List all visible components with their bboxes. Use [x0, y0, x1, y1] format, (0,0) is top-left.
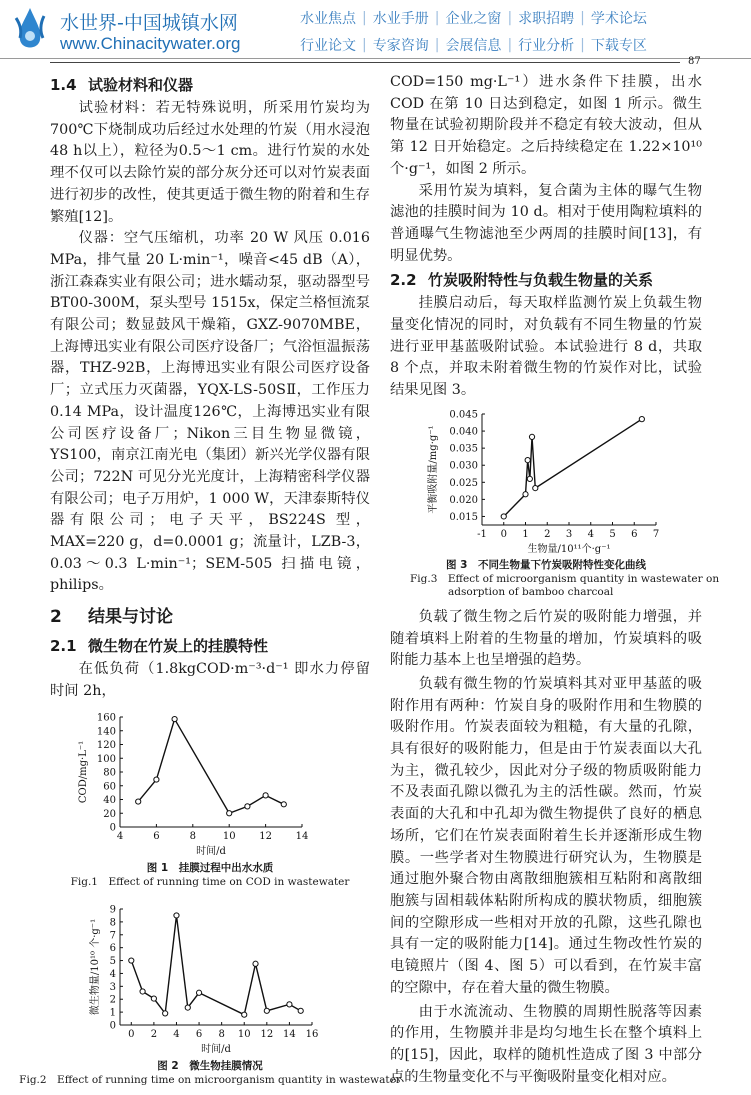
data-point	[227, 810, 232, 815]
y-tick-label: 0.025	[449, 477, 478, 489]
x-tick-label: 3	[565, 528, 573, 540]
data-point	[281, 801, 286, 806]
series-line	[138, 719, 284, 813]
figure-2-caption-cn: 图 2 微生物挂膜情况	[157, 1059, 263, 1072]
site-name: 水世界-中国城镇水网	[60, 12, 238, 34]
paragraph: 负载有微生物的竹炭填料其对亚甲基蓝的吸附作用有两种：竹炭自身的吸附作用和生物膜的吸附作用。竹炭表面较为粗糙，有大量的孔隙，具有很好的吸附能力，但是由于竹炭表面以大孔为主，微孔较少，因此对分子级的物质吸附能力不及表面孔隙以微孔为主的活性碳。然而，竹炭表面的大孔和中孔却为微生物提供了良好的栖息场所，它们在竹炭表面附着生长并逐渐形成生物膜。一些学者对生物膜进行研究认为，生物膜是通过胞外聚合物由离散细胞簇相互粘附和离散细胞簇与固相载体粘附所构成的膜状物质，细胞簇间的空隙形成一些相对开放的孔隙，这些孔隙也具有一定的吸附能力[14]。通过生物改性竹炭的电镜照片（图 4、图 5）可以看到，在竹炭丰富的空隙中，存在着大量的微生物膜。	[390, 675, 702, 996]
nav-row-1	[300, 8, 740, 28]
data-point	[523, 492, 528, 497]
x-axis-label: 时间/d	[196, 845, 226, 857]
x-tick-label: 6	[195, 1028, 203, 1040]
section-1-4-heading: 1.4 试验材料和仪器	[50, 76, 194, 94]
nav-link[interactable]: 会展信息	[445, 38, 502, 54]
x-tick-label: 7	[652, 528, 660, 540]
y-tick-label: 0.040	[449, 426, 478, 438]
y-tick-label: 100	[96, 753, 116, 765]
y-tick-label: 9	[109, 904, 116, 916]
data-point	[242, 1012, 247, 1017]
x-tick-label: 4	[173, 1028, 180, 1040]
figure-1-caption-cn: 图 1 挂膜过程中出水水质	[146, 861, 274, 874]
figure-3-caption-cn: 图 3 不同生物量下竹炭吸附特性变化曲线	[446, 558, 646, 571]
paragraph: 挂膜启动后，每天取样监测竹炭上负载生物量变化情况的同时，对负载有不同生物量的竹炭进行亚甲基蓝吸附试验。本试验进行 8 d，共取 8 个点，并取未附着微生物的竹炭作对比，试验结果见图 3。	[390, 295, 702, 399]
y-tick-label: 4	[109, 968, 116, 980]
figure-3-caption-en: Fig.3 Effect of microorganism quantity in wastewater on	[410, 572, 720, 585]
data-point	[253, 961, 258, 966]
nav-link[interactable]: 行业论文	[300, 38, 356, 54]
nav-separator: |	[507, 10, 513, 26]
site-banner	[0, 0, 751, 59]
y-axis-label: 平衡吸附量/mg·g⁻¹	[428, 425, 439, 514]
nav-separator: |	[580, 37, 585, 53]
right-text-bottom	[390, 607, 702, 1088]
y-tick-label: 60	[103, 780, 116, 792]
paragraph: 在低负荷（1.8kgCOD·m⁻³·d⁻¹ 即水力停留时间 2h，	[50, 661, 370, 699]
data-point	[196, 990, 201, 995]
y-tick-label: 0.035	[449, 443, 478, 455]
x-tick-label: 2	[150, 1028, 158, 1040]
y-tick-label: 0	[109, 1020, 116, 1032]
paragraph: 仪器：空气压缩机，功率 20 W 风压 0.016 MPa，排气量 20 L·min⁻¹，噪音<45 dB（A），浙江森森实业有限公司；进水蠕动泵，驱动器型号 BT00-300M，泵头型号 1515x，保定兰格恒流泵有限公司；数显鼓风干燥箱，GXZ-9070MBE，上海博迅实业有限公司医疗设备厂；气浴恒温振荡器，THZ-92B，上海博迅实业有限公司医疗设备厂；立式压力灭菌器，YQX-LS-50SⅡ，工作压力 0.14 MPa，设计温度126℃，上海博迅实业有限公司医疗设备厂；Nikon三目生物显微镜，YS100，南京江南光电（集团）新兴光学仪器有限公司；722N 可见分光光度计，上海精密科学仪器有限公司；电子万用炉，1 000 W，天津泰斯特仪器有限公司；电子天平，BS224S 型，MAX=220 g，d=0.0001 g；流量计，LZB-3，0.03～0.3 L·min⁻¹；SEM-505 扫描电镜，philips。	[50, 230, 370, 594]
running-head-rule	[50, 62, 680, 63]
data-point	[639, 416, 644, 421]
data-point	[172, 716, 177, 721]
nav-link[interactable]: 企业之窗	[445, 11, 502, 27]
y-tick-label: 7	[109, 929, 116, 941]
x-tick-label: 1	[522, 528, 529, 540]
data-point	[151, 996, 156, 1001]
x-tick-label: 6	[631, 528, 638, 540]
nav-separator: |	[434, 10, 440, 26]
y-tick-label: 140	[96, 725, 116, 737]
figure-2	[19, 903, 401, 1087]
data-point	[527, 476, 532, 481]
figure-3	[390, 408, 720, 599]
right-text-mid	[390, 293, 702, 402]
y-axis-label: COD/mg·L⁻¹	[78, 740, 89, 803]
x-tick-label: 0	[500, 528, 507, 540]
x-tick-label: 10	[237, 1028, 251, 1040]
x-tick-label: 0	[128, 1028, 135, 1040]
data-point	[154, 777, 159, 782]
y-axis-label: 微生物量/10¹⁰ 个·g⁻¹	[90, 918, 101, 1015]
x-tick-label: 4	[116, 830, 124, 842]
data-point	[287, 1001, 292, 1006]
section-2-1-heading: 2.1 微生物在竹炭上的挂膜特性	[50, 637, 269, 656]
y-tick-label: 160	[96, 712, 116, 724]
y-tick-label: 2	[109, 994, 116, 1006]
x-tick-label: 5	[609, 528, 616, 540]
nav-row-2	[300, 35, 740, 55]
y-tick-label: 8	[109, 916, 116, 928]
right-column	[390, 72, 720, 1088]
data-point	[245, 803, 250, 808]
left-column	[19, 72, 401, 1095]
data-point	[163, 1010, 168, 1015]
x-tick-label: 16	[305, 1028, 319, 1040]
data-point	[136, 799, 141, 804]
figure-2-caption-en: Fig.2 Effect of running time on microorganism quantity in wastewater	[19, 1073, 401, 1086]
nav-link[interactable]: 专家咨询	[372, 38, 429, 54]
data-point	[298, 1008, 303, 1013]
paragraph: 由于水流流动、生物膜的周期性脱落等因素的作用，生物膜并非是均匀地生长在整个填料上的[15]，因此，取样的随机性造成了图 3 中部分点的生物量变化不与平衡吸附量变化相对应。	[390, 1003, 702, 1085]
data-point	[264, 1008, 269, 1013]
data-point	[129, 958, 134, 963]
series-line	[504, 419, 642, 516]
left-text-bottom	[50, 659, 370, 702]
site-logo[interactable]	[10, 4, 50, 54]
x-axis-label: 时间/d	[201, 1043, 231, 1055]
y-tick-label: 0.015	[449, 511, 478, 523]
y-tick-label: 0.045	[449, 409, 478, 421]
y-tick-label: 120	[96, 739, 116, 751]
paragraph: COD=150 mg·L⁻¹）进水条件下挂膜，出水 COD 在第 10 日达到稳定，如图 1 所示。微生物量在试验初期阶段并不稳定有较大波动，但从第 12 日开始稳定。之后持续稳定在 1.22×10¹⁰ 个·g⁻¹，如图 2 所示。	[390, 74, 702, 177]
data-point	[174, 912, 179, 917]
nav-link[interactable]: 求职招聘	[518, 11, 575, 27]
nav-link[interactable]: 水业焦点	[300, 11, 356, 27]
data-point	[185, 1005, 190, 1010]
nav-link[interactable]: 行业分析	[518, 38, 575, 54]
y-tick-label: 1	[109, 1007, 116, 1019]
x-tick-label: 14	[283, 1028, 296, 1040]
data-point	[533, 485, 538, 490]
y-tick-label: 0.030	[449, 460, 478, 472]
x-tick-label: 14	[295, 830, 309, 842]
nav-separator: |	[507, 37, 513, 53]
y-tick-label: 3	[109, 981, 116, 993]
section-2-2-heading: 2.2 竹炭吸附特性与负载生物量的关系	[390, 271, 654, 290]
y-tick-label: 6	[109, 942, 116, 954]
y-tick-label: 40	[103, 794, 116, 806]
data-point	[263, 792, 268, 797]
figure-1-chart	[50, 709, 370, 861]
paragraph: 试验材料：若无特殊说明，所采用竹炭均为700℃下烧制成功后经过水处理的竹炭（用水浸泡48 h以上），粒径为0.5～1 cm。进行竹炭的水处理不仅可以去除竹炭的部分灰分还可以对竹炭表面进行初步的改性，使其更适于微生物的附着和生存繁殖[12]。	[50, 100, 370, 225]
x-tick-label: 2	[544, 528, 551, 540]
figure-3-chart	[390, 408, 702, 558]
data-point	[529, 434, 534, 439]
y-tick-label: 0.020	[449, 494, 478, 506]
nav-separator: |	[362, 37, 367, 53]
data-point	[525, 457, 530, 462]
paragraph: 采用竹炭为填料，复合菌为主体的曝气生物滤池的挂膜时间为 10 d。相对于使用陶粒填料的普通曝气生物滤池至少两周的挂膜时间[13]，有明显优势。	[390, 182, 702, 264]
nav-separator: |	[362, 10, 367, 26]
x-tick-label: 12	[260, 1028, 274, 1040]
y-tick-label: 0	[109, 822, 116, 834]
nav-link[interactable]: 学术论坛	[590, 11, 647, 27]
y-tick-label: 80	[103, 767, 116, 779]
paragraph: 负载了微生物之后竹炭的吸附能力增强，并随着填料上附着的生物量的增加，竹炭填料的吸附能力基本上也呈增强的趋势。	[390, 608, 702, 669]
left-text-top	[50, 98, 370, 597]
figure-1	[50, 709, 370, 889]
y-tick-label: 5	[109, 955, 116, 967]
nav-link[interactable]: 下载专区	[590, 38, 647, 54]
page-number: 87	[688, 56, 701, 67]
x-tick-label: 4	[587, 528, 594, 540]
nav-link[interactable]: 水业手册	[372, 11, 429, 27]
x-tick-label: 8	[218, 1028, 225, 1040]
x-tick-label: 8	[189, 830, 196, 842]
data-point	[140, 988, 145, 993]
site-url[interactable]: www.Chinacitywater.org	[60, 34, 241, 53]
x-tick-label: -1	[477, 528, 487, 540]
figure-2-chart	[50, 903, 370, 1059]
x-tick-label: 6	[153, 830, 160, 842]
figure-1-caption-en: Fig.1 Effect of running time on COD in wastewater	[70, 875, 350, 888]
nav-separator: |	[580, 10, 585, 26]
x-axis-label: 生物量/10¹¹个·g⁻¹	[527, 543, 611, 555]
data-point	[501, 514, 506, 519]
y-tick-label: 20	[103, 808, 116, 820]
figure-3-caption-en-line2: adsorption of bamboo charcoal	[448, 585, 614, 598]
section-2-heading: 2 结果与讨论	[50, 607, 173, 628]
x-tick-label: 12	[259, 830, 272, 842]
x-tick-label: 10	[222, 830, 236, 842]
nav-separator: |	[434, 37, 440, 53]
right-text-top	[390, 72, 702, 267]
